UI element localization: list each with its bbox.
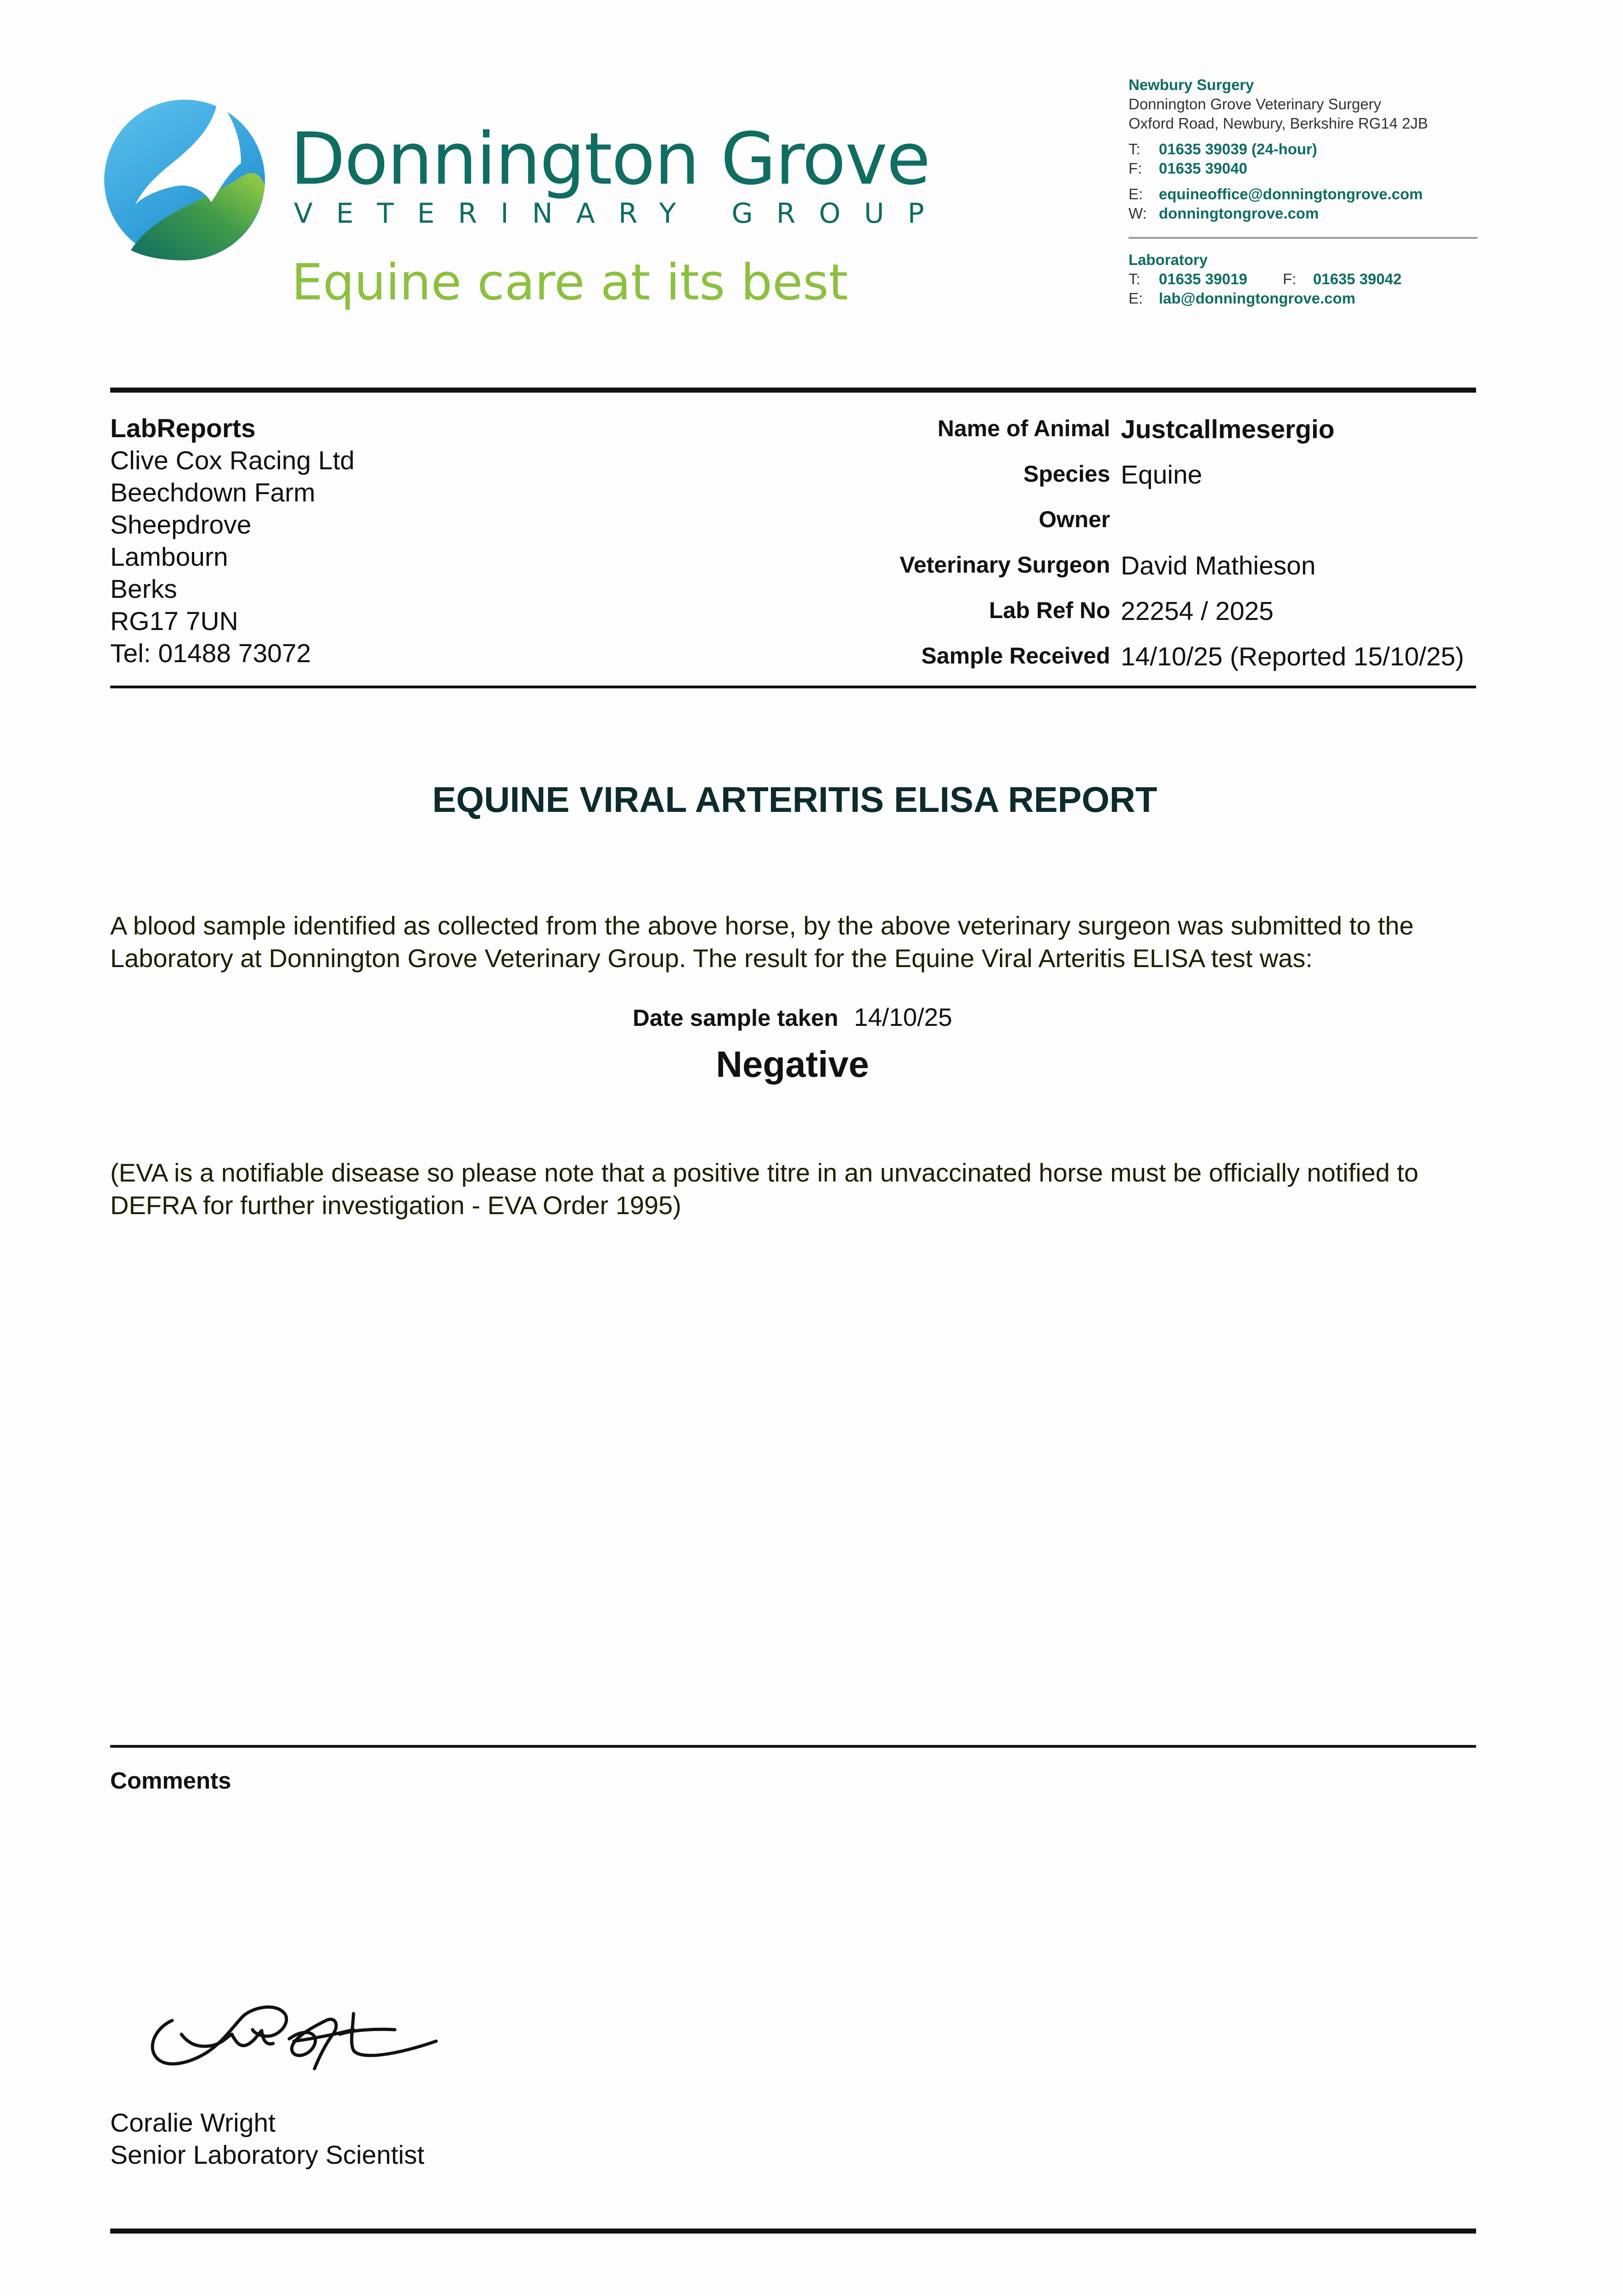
address-line: Beechdown Farm <box>110 478 315 507</box>
detail-row-sample-received <box>781 640 1478 685</box>
detail-row-lab-ref <box>781 594 1478 640</box>
detail-label: Species <box>1023 461 1110 487</box>
web-label: W: <box>1129 205 1147 222</box>
address-line: Lambourn <box>110 542 228 572</box>
address-line: Clive Cox Racing Ltd <box>110 446 355 475</box>
recipient-address <box>110 412 354 670</box>
address-line: Tel: 01488 73072 <box>110 639 311 668</box>
species-value: Equine <box>1121 460 1202 490</box>
address-line: RG17 7UN <box>110 607 238 636</box>
animal-name-value: Justcallmesergio <box>1121 415 1335 444</box>
detail-label: Veterinary Surgeon <box>899 552 1110 578</box>
email-label: E: <box>1129 186 1143 203</box>
email-label: E: <box>1129 290 1143 307</box>
signer-block <box>110 2107 424 2171</box>
fax-label: F: <box>1283 270 1297 287</box>
signer-name: Coralie Wright <box>110 2108 276 2138</box>
laboratory-fax: 01635 39042 <box>1313 270 1402 287</box>
detail-row-owner <box>781 503 1478 549</box>
laboratory-email-link[interactable]: lab@donningtongrove.com <box>1159 290 1356 307</box>
detail-label: Lab Ref No <box>989 597 1110 623</box>
signer-title: Senior Laboratory Scientist <box>110 2140 425 2170</box>
detail-row-vet-surgeon <box>781 549 1478 594</box>
footer-divider <box>110 2228 1476 2234</box>
detail-label: Name of Animal <box>937 416 1110 441</box>
date-taken-row <box>0 1001 1585 1034</box>
tel-label: T: <box>1129 141 1140 158</box>
surgery-heading: Newbury Surgery <box>1129 76 1254 93</box>
brand-name: Donnington Grove <box>290 117 930 201</box>
detail-row-species <box>781 458 1478 503</box>
detail-label: Sample Received <box>921 643 1110 669</box>
animal-details <box>781 412 1478 685</box>
address-line: Berks <box>110 574 177 604</box>
report-intro: A blood sample identified as collected from the above horse, by the above veterinary surgeon was submitted to the Laboratory at Donnington Grove Veterinary Group. The result for the Equine Viral Arteritis ELISA test was: <box>110 911 1414 973</box>
laboratory-phone: 01635 39019 <box>1159 270 1247 287</box>
sample-received-value: 14/10/25 (Reported 15/10/25) <box>1121 642 1464 671</box>
tel-label: T: <box>1129 270 1140 287</box>
logo-icon <box>103 99 266 262</box>
detail-label: Owner <box>1039 506 1110 532</box>
test-result: Negative <box>716 1044 869 1085</box>
comments-label: Comments <box>110 1767 231 1794</box>
comments-divider <box>110 1745 1476 1748</box>
date-taken-value: 14/10/25 <box>854 1003 952 1031</box>
notifiable-disease-notice: (EVA is a notifiable disease so please note that a positive titre in an unvaccinated horse must be officially notified to DEFRA for further investigation - EVA Order 1995) <box>110 1158 1419 1220</box>
surgery-address-line: Donnington Grove Veterinary Surgery <box>1129 96 1382 113</box>
detail-row-animal-name <box>781 412 1478 458</box>
laboratory-contact-block <box>1129 250 1402 308</box>
header-divider <box>110 388 1476 393</box>
report-title: EQUINE VIRAL ARTERITIS ELISA REPORT <box>432 779 1157 820</box>
recipient-org: LabReports <box>110 414 256 443</box>
signature-image <box>138 1965 455 2085</box>
brand-tagline: Equine care at its best <box>292 254 848 311</box>
surgery-email-link[interactable]: equineoffice@donningtongrove.com <box>1159 186 1423 203</box>
surgery-contact-block <box>1129 75 1428 223</box>
laboratory-heading: Laboratory <box>1129 251 1208 268</box>
date-taken-label: Date sample taken <box>633 1005 838 1031</box>
address-line: Sheepdrove <box>110 510 252 540</box>
vet-surgeon-value: David Mathieson <box>1121 551 1316 580</box>
lab-ref-value: 22254 / 2025 <box>1121 597 1274 626</box>
website-link[interactable]: donningtongrove.com <box>1159 205 1319 222</box>
surgery-fax: 01635 39040 <box>1159 160 1247 177</box>
contact-divider <box>1129 237 1477 239</box>
surgery-phone: 01635 39039 (24-hour) <box>1159 141 1317 158</box>
details-divider <box>110 686 1476 688</box>
surgery-address-line: Oxford Road, Newbury, Berkshire RG14 2JB <box>1129 115 1428 132</box>
brand-subtitle: VETERINARY GROUP <box>294 197 948 230</box>
fax-label: F: <box>1129 160 1142 177</box>
